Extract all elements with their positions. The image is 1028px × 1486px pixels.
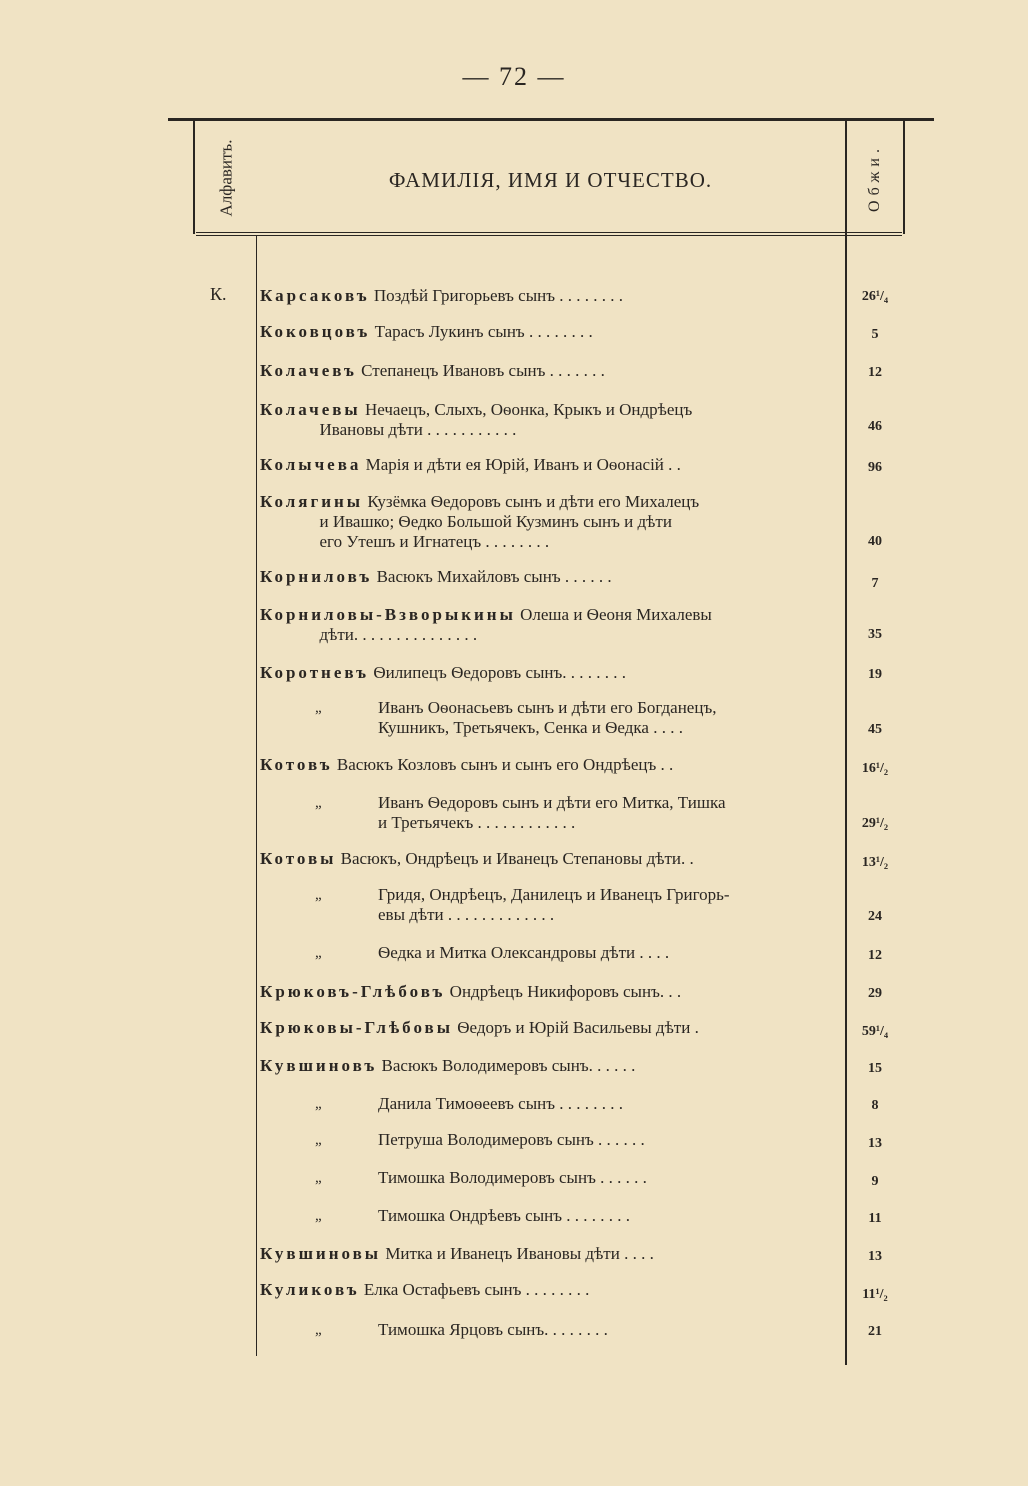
entry-text: Ѳедоръ и Юрій Васильевы дѣти . (452, 1018, 699, 1037)
table-row (260, 1168, 830, 1188)
entry-text: Васюкъ Козловъ сынъ и сынъ его Ондрѣецъ . . (332, 755, 674, 774)
entry-text: Ондрѣецъ Никифоровъ сынъ. . . (445, 982, 682, 1001)
obzhi-count: 40 (868, 534, 882, 549)
table-row (260, 567, 830, 587)
table-right-border (903, 120, 905, 234)
surname: Колягины (260, 492, 364, 511)
surname: Корниловъ (260, 567, 373, 586)
entry-text: Тимошка Ондрѣевъ сынъ . . . . . . . . (378, 1206, 631, 1225)
obzhi-count: 24 (868, 909, 882, 924)
surname: Колачевъ (260, 361, 357, 380)
table-row (260, 492, 830, 552)
alphabet-column-divider (256, 236, 257, 1356)
surname: Корниловы-Взворыкины (260, 605, 516, 624)
entry-text: Марія и дѣти ея Юрій, Иванъ и Оѳонасій . . (361, 455, 681, 474)
table-row (260, 361, 830, 381)
entry-text: Петруша Володимеровъ сынъ . . . . . . (378, 1130, 645, 1149)
surname: Коковцовъ (260, 322, 371, 341)
surname: Кувшиновъ (260, 1056, 378, 1075)
obzhi-count: 11 (868, 1211, 882, 1226)
table-row (260, 286, 830, 306)
entry-text: Иванъ Ѳедоровъ сынъ и дѣти его Митка, Тишка и Третьячекъ . . . . . . . . . . . . (378, 793, 726, 832)
entry-text: Тимошка Володимеровъ сынъ . . . . . . (378, 1168, 647, 1187)
table-row (260, 1244, 830, 1264)
obzhi-count: 13 (868, 1136, 882, 1151)
obzhi-count: 59¹/₄ (861, 1024, 889, 1039)
entry-text: Степанецъ Ивановъ сынъ . . . . . . . (356, 361, 605, 380)
entry-text: Ѳедка и Митка Олександровы дѣти . . . . (378, 943, 670, 962)
entry-text: Тимошка Ярцовъ сынъ. . . . . . . . (378, 1320, 608, 1339)
entry-text: Васюкъ, Ондрѣецъ и Иванецъ Степановы дѣти. . (336, 849, 694, 868)
entry-text: Васюкъ Володимеровъ сынъ. . . . . . (377, 1056, 636, 1075)
obzhi-count: 11¹/₂ (862, 1287, 888, 1302)
ditto-mark: „ (315, 700, 322, 716)
table-row (260, 455, 830, 475)
table-row (260, 400, 830, 440)
obzhi-count: 21 (868, 1324, 882, 1339)
obzhi-count: 26¹/₄ (861, 289, 889, 304)
surname: Колачевы (260, 400, 361, 419)
surname: Коротневъ (260, 663, 370, 682)
obzhi-count: 13¹/₂ (861, 855, 889, 870)
obzhi-count: 12 (868, 948, 882, 963)
obzhi-count: 35 (868, 627, 882, 642)
ditto-mark: „ (315, 887, 322, 903)
obzhi-count: 29 (868, 986, 882, 1001)
obzhi-count: 29¹/₂ (861, 816, 889, 831)
obzhi-count: 16¹/₂ (861, 761, 889, 776)
obzhi-count: 45 (868, 722, 882, 737)
obzhi-count: 19 (868, 667, 882, 682)
surname: Карсаковъ (260, 286, 370, 305)
entry-text: Нечаецъ, Слыхъ, Оѳонка, Крыкъ и Ондрѣецъ Ивановы дѣти . . . . . . . . . . . (319, 400, 693, 439)
header-count (847, 128, 903, 228)
entry-text: Васюкъ Михайловъ сынъ . . . . . . (372, 567, 612, 586)
section-letter: К. (210, 284, 227, 304)
surname: Крюковъ-Глѣбовъ (260, 982, 446, 1001)
obzhi-count: 15 (868, 1061, 882, 1076)
table-row (260, 1056, 830, 1076)
surname: Крюковы-Глѣбовы (260, 1018, 453, 1037)
entry-text: Олеша и Ѳеоня Михалевы дѣти. . . . . . . . . . . . . . . (319, 605, 712, 644)
ditto-mark: „ (315, 795, 322, 811)
entry-text: Поздѣй Григорьевъ сынъ . . . . . . . . (369, 286, 624, 305)
table-row (260, 1094, 830, 1114)
table-row (260, 1130, 830, 1150)
table-row (260, 1280, 830, 1300)
obzhi-count: 96 (868, 460, 882, 475)
surname: Колычева (260, 455, 362, 474)
surname: Кувшиновы (260, 1244, 382, 1263)
entry-text: Кузёмка Ѳедоровъ сынъ и дѣти его Михалецъ и Ивашко; Ѳедко Большой Кузминъ сынъ и дѣти его Утешъ и Игнатецъ . . . . . . . . (319, 492, 700, 551)
table-row (260, 698, 830, 738)
obzhi-count: 12 (868, 365, 882, 380)
obzhi-count: 13 (868, 1249, 882, 1264)
entry-text: Иванъ Оѳонасьевъ сынъ и дѣти его Богданецъ, Кушникъ, Третьячекъ, Сенка и Ѳедка . . . . (378, 698, 717, 737)
entry-text: Тарасъ Лукинъ сынъ . . . . . . . . (370, 322, 593, 341)
obzhi-count: 8 (871, 1098, 879, 1113)
table-row (260, 849, 830, 869)
entry-text: Ѳилипецъ Ѳедоровъ сынъ. . . . . . . . (369, 663, 627, 682)
table-row (260, 982, 830, 1002)
header-double-rule (196, 232, 902, 236)
surname: Котовы (260, 849, 337, 868)
surname: Куликовъ (260, 1280, 360, 1299)
table-row (260, 1018, 830, 1038)
header-name-column: ФАМИЛІЯ, ИМЯ И ОТЧЕСТВО. (388, 168, 713, 192)
ditto-mark: „ (315, 945, 322, 961)
entry-text: Елка Остафьевъ сынъ . . . . . . . . (359, 1280, 590, 1299)
obzhi-count: 5 (871, 327, 879, 342)
table-row (260, 605, 830, 645)
ditto-mark: „ (315, 1132, 322, 1148)
ditto-mark: „ (315, 1096, 322, 1112)
table-row (260, 1206, 830, 1226)
surname: Котовъ (260, 755, 333, 774)
ditto-mark: „ (315, 1322, 322, 1338)
ditto-mark: „ (315, 1170, 322, 1186)
table-left-border (193, 120, 195, 234)
obzhi-count: 9 (871, 1174, 879, 1189)
obzhi-count: 7 (871, 576, 879, 591)
page-number: — 72 — (462, 62, 566, 91)
obzhi-count: 46 (868, 419, 882, 434)
table-row (260, 322, 830, 342)
header-alphabet (196, 128, 256, 228)
header-count-label: Обжи. (866, 144, 884, 212)
table-row (260, 1320, 830, 1340)
entry-text: Митка и Иванецъ Ивановы дѣти . . . . (381, 1244, 654, 1263)
entry-text: Гридя, Ондрѣецъ, Данилецъ и Иванецъ Григорь- евы дѣти . . . . . . . . . . . . . (378, 885, 730, 924)
header-alphabet-label: Алфавитъ. (216, 139, 236, 217)
entry-text: Данила Тимоѳеевъ сынъ . . . . . . . . (378, 1094, 624, 1113)
table-row (260, 885, 830, 925)
table-row (260, 755, 830, 775)
table-row (260, 663, 830, 683)
table-row (260, 793, 830, 833)
ditto-mark: „ (315, 1208, 322, 1224)
top-rule (168, 118, 934, 121)
table-row (260, 943, 830, 963)
